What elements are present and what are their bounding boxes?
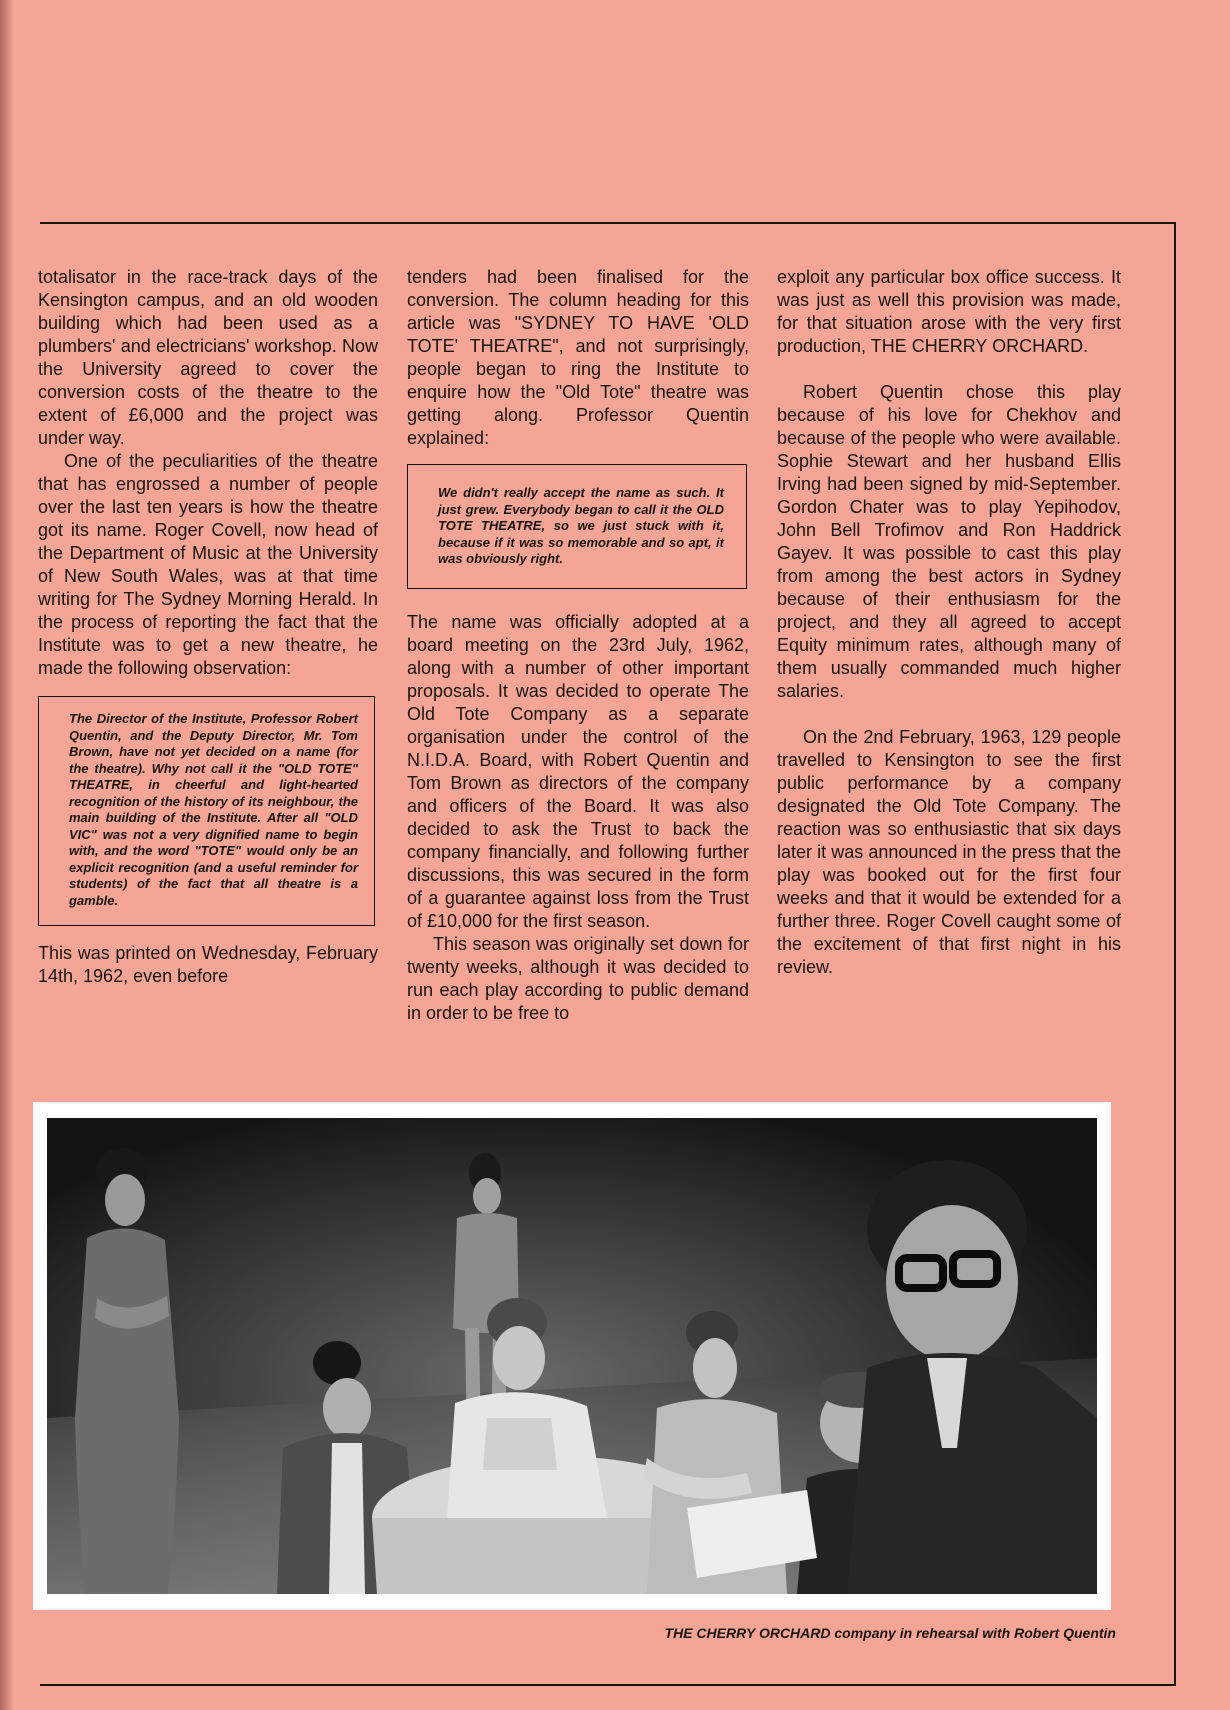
paragraph: One of the peculiarities of the theatre that has engrossed a number of people over the last ten years is how the theatre got its name. Roger Covell, now head of the Department of Music at the University of New South Wales, was at that time writing for The Sydney Morning Herald. In the process of reporting the fact that the Institute was to get a new theatre, he made the following observation: xyxy=(38,451,378,678)
paragraph: On the 2nd February, 1963, 129 people travelled to Kensington to see the first public performance by a company designated the Old Tote Company. The reaction was so enthusiastic that six days later it was announced in the press that the play was booked out for the first four weeks and that it would be extended for a further three. Roger Covell caught some of the excitement of that first night in his review. xyxy=(777,727,1121,977)
page-binding-shadow xyxy=(0,0,14,1710)
paragraph: This was printed on Wednesday, February 14th, 1962, even before xyxy=(38,943,378,986)
rehearsal-photo xyxy=(33,1102,1111,1610)
photo-caption: THE CHERRY ORCHARD company in rehearsal with Robert Quentin xyxy=(664,1625,1116,1641)
paragraph: Robert Quentin chose this play because of his love for Chekhov and because of the people who were available. Sophie Stewart and her husband Ellis Irving had been signed by mid-September. Gordon Chater was to play Yepihodov, John Bell Trofimov and Ron Haddrick Gayev. It was possible to cast this play from among the best actors in Sydney because of their enthusiasm for the project, and they all agreed to accept Equity minimum rates, although many of them usually commanded much higher salaries. xyxy=(777,382,1121,701)
paragraph: exploit any particular box office success. It was just as well this provision was made, for that situation arose with the very first production, THE CHERRY ORCHARD. xyxy=(777,267,1121,356)
text-column-2 xyxy=(407,266,749,1025)
paragraph: This season was originally set down for twenty weeks, although it was decided to run each play according to public demand in order to be free to xyxy=(407,933,749,1023)
frame-right-rule xyxy=(1174,222,1176,1685)
text-column-3 xyxy=(777,266,1121,979)
rehearsal-photo-image xyxy=(47,1118,1097,1594)
text-column-1 xyxy=(38,266,378,988)
pull-quote-covell: The Director of the Institute, Professor Robert Quentin, and the Deputy Director, Mr. Tom Brown, have not yet decided on a name (for the theatre). Why not call it the "OLD TOTE" THEATRE, in cheerful and light-hearted recognition of the history of its neighbour, the main building of the Institute. After all "OLD VIC" was not a very dignified name to begin with, and the word "TOTE" would only be an explicit recognition (and a useful reminder for students) of the fact that all theatre is a gamble. xyxy=(38,696,375,926)
frame-bottom-rule xyxy=(40,1684,1176,1686)
pull-quote-quentin: We didn't really accept the name as such. It just grew. Everybody began to call it the OLD TOTE THEATRE, so we just stuck with it, because if it was so memorable and so apt, it was obviously right. xyxy=(407,464,747,589)
frame-top-rule xyxy=(40,222,1176,224)
paragraph: tenders had been finalised for the conversion. The column heading for this article was "SYDNEY TO HAVE 'OLD TOTE' THEATRE", and not surprisingly, people began to ring the Institute to enquire how the "Old Tote" theatre was getting along. Professor Quentin explained: xyxy=(407,267,749,448)
paragraph: The name was officially adopted at a board meeting on the 23rd July, 1962, along with a number of other important proposals. It was decided to operate The Old Tote Company as a separate organisation under the control of the N.I.D.A. Board, with Robert Quentin and Tom Brown as directors of the company and officers of the Board. It was also decided to ask the Trust to back the company financially, and following further discussions, this was secured in the form of a guarantee against loss from the Trust of £10,000 for the first season. xyxy=(407,611,749,931)
paragraph: totalisator in the race-track days of the Kensington campus, and an old wooden building which had been used as a plumbers' and electricians' workshop. Now the University agreed to cover the conversion costs of the theatre to the extent of £6,000 and the project was under way. xyxy=(38,267,378,448)
